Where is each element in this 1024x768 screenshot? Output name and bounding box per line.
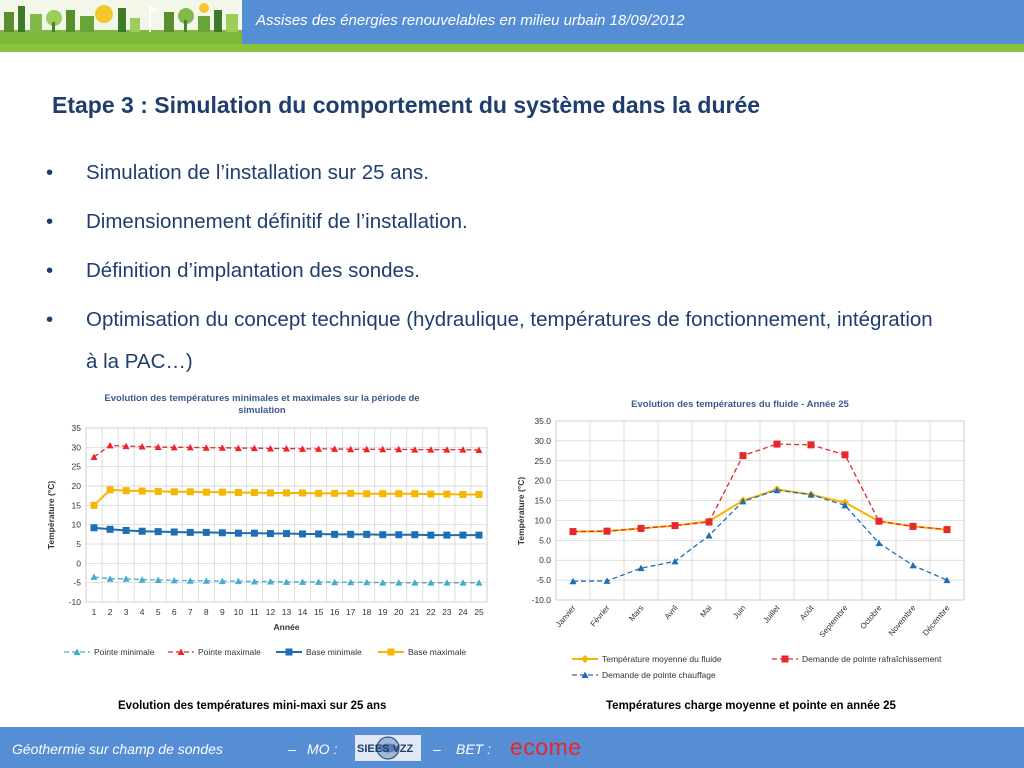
x-tick-label: 13 [281, 607, 292, 617]
x-tick-label: 7 [187, 607, 193, 617]
x-tick-label: 23 [442, 607, 452, 617]
legend-label: Demande de pointe chauffage [602, 670, 716, 680]
footer-text: Géothermie sur champ de sondes [12, 741, 223, 757]
x-tick-label: 20 [394, 607, 404, 617]
data-point [411, 490, 418, 497]
x-tick-label: Février [588, 603, 612, 629]
data-point [443, 532, 450, 539]
chart-title: Evolution des températures du fluide - Année 25 [631, 399, 849, 410]
data-point [155, 528, 162, 535]
chart-title: Evolution des températures minimales et maximales sur la période de [104, 393, 420, 404]
x-tick-label: 18 [361, 607, 372, 617]
data-point [91, 524, 98, 531]
y-axis-label: Température (°C) [516, 476, 526, 546]
x-tick-label: 14 [297, 607, 308, 617]
bullet-item [42, 201, 942, 243]
data-point [395, 531, 402, 538]
data-point [283, 489, 290, 496]
bullet-icon: • [46, 259, 54, 282]
data-point [219, 489, 226, 496]
x-tick-label: 5 [155, 607, 161, 617]
legend-marker [388, 649, 395, 656]
data-point [740, 452, 747, 459]
data-point [203, 529, 210, 536]
mo-logo [355, 733, 421, 763]
data-point [475, 532, 482, 539]
legend-label: Base maximale [408, 647, 467, 657]
y-tick-label: 35.0 [534, 416, 551, 426]
data-point [443, 491, 450, 498]
y-tick-label: 35 [71, 423, 81, 433]
x-axis-label: Année [273, 622, 300, 632]
bullet-text: Simulation de l’installation sur 25 ans. [86, 161, 429, 184]
header-banner [0, 0, 1024, 44]
x-tick-label: 19 [378, 607, 388, 617]
footer-dash: – [433, 741, 441, 757]
y-tick-label: -10 [68, 597, 81, 607]
data-point [876, 518, 883, 525]
y-tick-label: 10 [71, 519, 81, 530]
data-point [171, 488, 178, 495]
y-tick-label: 25.0 [534, 455, 551, 466]
data-point [315, 530, 322, 537]
data-point [267, 530, 274, 537]
x-tick-label: 22 [426, 607, 436, 617]
data-point [283, 530, 290, 537]
x-tick-label: Septembre [817, 603, 850, 640]
slide-title: Etape 3 : Simulation du comportement du système dans la durée [52, 92, 761, 118]
header-title: Assises des énergies renouvelables en milieu urbain 18/09/2012 [256, 12, 685, 29]
x-tick-label: 9 [219, 607, 225, 617]
y-axis-label: Température (°C) [46, 480, 56, 550]
data-point [235, 530, 242, 537]
bullet-text: Dimensionnement définitif de l’installation. [86, 210, 468, 233]
data-point [842, 451, 849, 458]
legend-marker [782, 656, 789, 663]
x-tick-label: 17 [345, 607, 356, 617]
y-tick-label: -5 [73, 577, 81, 588]
data-point [672, 522, 679, 529]
y-tick-label: 0 [76, 558, 81, 569]
x-tick-label: Avril [662, 603, 680, 622]
data-point [379, 490, 386, 497]
data-point [363, 490, 370, 497]
bullet-text: Optimisation du concept technique (hydraulique, températures de fonctionnement, intégration à la PAC…) [86, 308, 933, 373]
y-tick-label: -10.0 [531, 595, 551, 605]
y-tick-label: 15 [71, 500, 81, 511]
y-tick-label: 15.0 [534, 495, 551, 506]
x-tick-label: Janvier [554, 603, 578, 630]
x-tick-label: 8 [203, 607, 209, 617]
plot-area [86, 428, 487, 602]
x-tick-label: 3 [123, 607, 129, 617]
data-point [315, 490, 322, 497]
header-divider [0, 44, 1024, 52]
bullet-icon: • [46, 308, 54, 331]
data-point [427, 491, 434, 498]
legend-label: Pointe maximale [198, 647, 261, 657]
data-point [411, 531, 418, 538]
data-point [139, 488, 146, 495]
bullet-item [42, 250, 942, 292]
legend-label: Température moyenne du fluide [602, 654, 722, 664]
x-tick-label: 16 [329, 607, 340, 617]
x-tick-label: 10 [233, 607, 244, 617]
data-point [123, 527, 130, 534]
chart-fluid-svg [512, 393, 970, 683]
x-tick-label: 21 [410, 607, 420, 617]
data-point [251, 489, 258, 496]
x-tick-label: 2 [107, 607, 113, 617]
x-tick-label: Juin [731, 603, 748, 621]
footer-mo-label: MO : [307, 741, 338, 757]
data-point [475, 491, 482, 498]
x-tick-label: 4 [139, 607, 145, 617]
chart-title: simulation [238, 405, 286, 416]
chart-min-max-25-years [40, 386, 495, 664]
data-point [379, 531, 386, 538]
bullet-icon: • [46, 161, 54, 184]
data-point [299, 530, 306, 537]
footer-bet-label: BET : [456, 741, 492, 757]
y-tick-label: 5 [76, 539, 81, 549]
data-point [570, 528, 577, 535]
data-point [706, 519, 713, 526]
data-point [604, 528, 611, 535]
data-point [459, 491, 466, 498]
data-point [395, 490, 402, 497]
data-point [363, 531, 370, 538]
bullet-item [42, 152, 942, 194]
data-point [331, 490, 338, 497]
data-point [187, 529, 194, 536]
y-tick-label: 25 [71, 461, 81, 472]
data-point [155, 488, 162, 495]
y-tick-label: 5.0 [539, 535, 551, 546]
data-point [139, 528, 146, 535]
bullet-item [42, 299, 942, 383]
y-tick-label: -5.0 [536, 575, 551, 586]
y-tick-label: 0.0 [539, 555, 551, 566]
data-point [107, 486, 114, 493]
bullet-icon: • [46, 210, 54, 233]
x-tick-label: 11 [250, 607, 259, 617]
data-point [267, 489, 274, 496]
legend-label: Demande de pointe rafraîchissement [802, 654, 942, 664]
data-point [944, 526, 951, 533]
data-point [808, 441, 815, 448]
x-tick-label: 24 [458, 607, 468, 617]
data-point [203, 489, 210, 496]
x-tick-label: Novembre [886, 603, 918, 638]
x-tick-label: 6 [171, 607, 177, 617]
data-point [251, 530, 258, 537]
x-tick-label: 15 [313, 607, 324, 617]
data-point [107, 526, 114, 533]
legend-marker [286, 649, 293, 656]
bullet-list [42, 152, 942, 390]
data-point [910, 523, 917, 530]
legend-label: Base minimale [306, 647, 362, 657]
caption-left-chart: Evolution des températures mini-maxi sur 25 ans [118, 700, 387, 712]
data-point [235, 489, 242, 496]
x-tick-label: 25 [474, 607, 484, 617]
data-point [299, 489, 306, 496]
bet-logo-ecome: ecome [510, 734, 582, 760]
data-point [123, 487, 130, 494]
x-tick-label: Mai [698, 603, 714, 620]
footer-dash: – [288, 741, 296, 757]
y-tick-label: 20 [71, 481, 81, 491]
chart-min-max-svg [40, 386, 495, 664]
x-tick-label: Mars [627, 603, 646, 623]
y-tick-label: 30 [71, 442, 81, 453]
caption-right-chart: Températures charge moyenne et pointe en année 25 [606, 700, 896, 712]
data-point [219, 529, 226, 536]
data-point [187, 488, 194, 495]
data-point [91, 502, 98, 509]
x-tick-label: Décembre [920, 603, 952, 638]
x-tick-label: Octobre [858, 603, 884, 632]
y-tick-label: 10.0 [534, 515, 551, 526]
x-tick-label: 1 [91, 607, 97, 617]
legend-marker [581, 655, 589, 663]
data-point [427, 532, 434, 539]
chart-fluid-year-25 [512, 393, 970, 683]
bullet-text: Définition d’implantation des sondes. [86, 259, 420, 282]
data-point [774, 441, 781, 448]
x-tick-label: Juillet [761, 603, 782, 625]
x-tick-label: 12 [265, 607, 276, 617]
x-tick-label: Août [798, 603, 816, 622]
data-point [347, 531, 354, 538]
y-tick-label: 20.0 [534, 475, 551, 486]
mo-logo-text: SIEES VZZ [357, 743, 414, 755]
data-point [347, 490, 354, 497]
data-point [171, 529, 178, 536]
data-point [459, 532, 466, 539]
y-tick-label: 30.0 [534, 435, 551, 446]
data-point [331, 531, 338, 538]
renewable-energy-illustration [0, 0, 242, 44]
legend-label: Pointe minimale [94, 647, 155, 657]
data-point [638, 525, 645, 532]
